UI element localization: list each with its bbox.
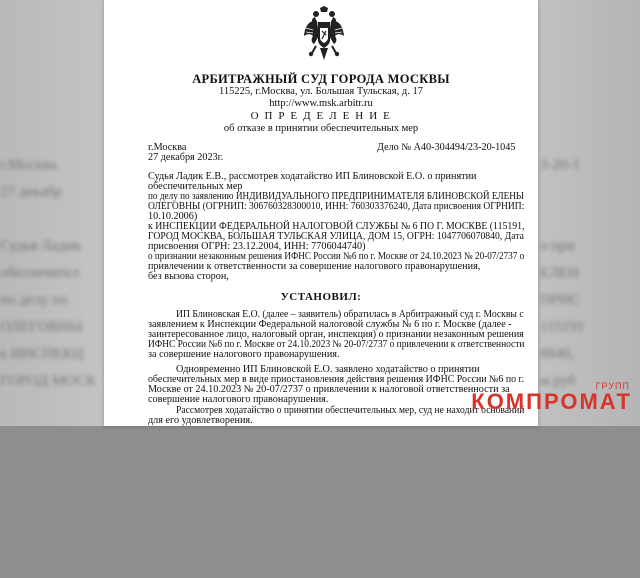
watermark-group-label: ГРУПП — [595, 381, 630, 391]
intro-line: присвоения ОГРН: 23.12.2004, ИНН: 7706044740) — [148, 241, 366, 252]
intro-line: Судья Ладик Е.В., рассмотрев ходатайство ИП Блиновской Е.О. о принятии — [148, 171, 477, 182]
watermark-logo — [462, 379, 638, 423]
paragraph-line: ИФНС России №6 по г. Москве от 24.10.2023 № 20-07/2737 о привлечении к ответственности — [148, 339, 525, 350]
paragraph-line: Москве от 24.10.2023 № 20-07/2737 о привлечении к налоговой ответственности за — [148, 384, 510, 395]
blurred-background-text-left: г.Москва 27 декабр Судья Ладик обеспечител по делу по ОЛЕГОВНЫ к ИНСПЕКЦ ГОРОД МОСК — [0, 157, 97, 389]
document-date: 27 декабря 2023г. — [148, 152, 224, 163]
paragraph-line: ИП Блиновская Е.О. (далее – заявитель) обратилась в Арбитражный суд г. Москвы с — [176, 309, 524, 320]
paragraph-line: Одновременно ИП Блиновской Е.О. заявлено ходатайство о принятии — [176, 364, 480, 375]
intro-line: без вызова сторон, — [148, 271, 229, 282]
blurred-background-text-right: 3-20-1 о при ЕЛЕН ПРИС 115191 8840, м руб — [540, 157, 585, 389]
paragraph-line: заинтересованное лицо, налоговый орган, инспекция) о признании незаконным решения — [148, 329, 524, 340]
document-subtitle: об отказе в принятии обеспечительных мер — [223, 123, 419, 134]
intro-line: ОЛЕГОВНЫ (ОГРНИП: 306760328300010, ИНН: 760303376240, Дата присвоения ОГРНИП: — [148, 201, 525, 212]
paragraph-line: совершение налогового правонарушения. — [148, 394, 329, 405]
intro-line: ГОРОД МОСКВА, БОЛЬШАЯ ТУЛЬСКАЯ УЛИЦА, ДОМ 15, ОГРН: 1047706070840, Дата — [148, 231, 524, 242]
paragraph-line: Рассмотрев ходатайство о принятии обеспечительных мер, суд не находит оснований — [176, 405, 525, 416]
intro-line: о признании незаконным решения ИФНС России №6 по г. Москве от 24.10.2023 № 20-07/2737 о — [148, 251, 525, 262]
coat-of-arms-icon — [303, 6, 345, 64]
court-name: АРБИТРАЖНЫЙ СУД ГОРОДА МОСКВЫ — [192, 72, 450, 86]
paragraph-line: для его удовлетворения. — [148, 415, 253, 426]
intro-line: обеспечительных мер — [148, 181, 243, 192]
intro-line: по делу по заявлению ИНДИВИДУАЛЬНОГО ПРЕДПРИНИМАТЕЛЯ БЛИНОВСКОЙ ЕЛЕНЫ — [148, 191, 524, 202]
paragraph-line: заявлением к Инспекции Федеральной налоговой службы № 6 по г. Москве (далее - — [148, 319, 512, 330]
paragraph-line: за совершение налогового правонарушения. — [148, 349, 340, 360]
court-website: http://www.msk.arbitr.ru — [269, 98, 373, 109]
case-number: Дело № А40-304494/23-20-1045 — [377, 142, 516, 153]
watermark-name: КОМПРОМАТ — [471, 389, 632, 414]
document-page — [104, 0, 538, 426]
intro-line: к ИНСПЕКЦИИ ФЕДЕРАЛЬНОЙ НАЛОГОВОЙ СЛУЖБЫ № 6 ПО Г. МОСКВЕ (115191, — [148, 221, 525, 232]
court-address: 115225, г.Москва, ул. Большая Тульская, д. 17 — [219, 86, 423, 97]
intro-line: 10.10.2006) — [148, 211, 198, 222]
section-heading: УСТАНОВИЛ: — [280, 291, 362, 303]
intro-line: привлечении к ответственности за совершение налогового правонарушения, — [148, 261, 481, 272]
document-type: О П Р Е Д Е Л Е Н И Е — [250, 110, 392, 122]
paragraph-line: обеспечительных мер в виде приостановления действия решения ИФНС России №6 по г. — [148, 374, 524, 385]
city: г.Москва — [148, 142, 187, 153]
